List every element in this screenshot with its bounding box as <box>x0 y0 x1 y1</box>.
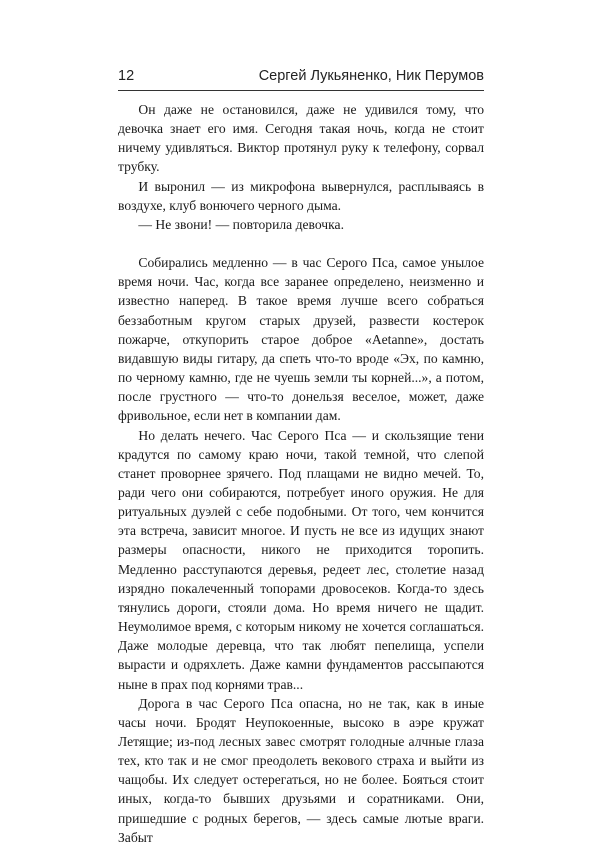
paragraph: Дорога в час Серого Пса опасна, но не так, как в иные часы ночи. Бродят Неупокоенные, высоко в аэре кружат Летящие; из-под лесных завес смотрят голодные алчные глаза тех, кто так и не смог преодолеть векового страха и выйти из чащобы. Их следует остерегаться, но не более. Бояться стоит иных, когда-то бывших друзьями и соратниками. Они, пришедшие с родных берегов, — здесь самые лютые враги. Забыт <box>118 695 484 845</box>
paragraph: — Не звони! — повторила девочка. <box>138 216 344 232</box>
paragraph: И выронил — из микрофона вывернулся, расплываясь в воздухе, клуб вонючего черного дыма. <box>118 178 484 213</box>
page-number: 12 <box>118 68 135 84</box>
page-header <box>118 66 484 86</box>
paragraph: Но делать нечего. Час Серого Пса — и скользящие тени крадутся по самому краю ночи, такой темной, что слепой станет проворнее зрячего. Под плащами не видно мечей. То, ради чего они собираются, потребует иного оружия. Не для ритуальных дуэлей с себе подобными. От того, чем кончится эта встреча, зависит многое. И пусть не все из идущих знают размеры опасности, никого не приходится торопить. Медленно расступаются деревья, редеет лес, столетие назад изрядно покалеченный топорами дровосеков. Когда-то здесь тянулись дороги, стояли дома. Но время ничего не щадит. Неумолимое время, с которым никому не хочется соглашаться. Даже молодые деревца, что так любят пепелища, успели вырасти и одряхлеть. Даже камни фундаментов рассыпаются ныне в прах под корнями трав... <box>118 427 484 692</box>
running-title: Сергей Лукьяненко, Ник Перумов <box>258 68 484 84</box>
header-rule <box>118 90 484 91</box>
page-body <box>118 100 484 847</box>
paragraph: Он даже не остановился, даже не удивился тому, что девочка знает его имя. Сегодня такая ночь, когда не стоит ничему удивляться. Виктор протянул руку к телефону, сорвал трубку. <box>118 102 484 175</box>
paragraph: Собирались медленно — в час Серого Пса, самое унылое время ночи. Час, когда все заранее определено, неизменно и известно наперед. В такое время лучше всего собраться беззаботным кругом старых друзей, развести костерок пожарче, откупорить старое доброе «Aetanne», достать видавшую виды гитару, да спеть что-то вроде «Эх, по камню, по черному камню, где не чуешь земли ты корней...», а потом, после грустного — что-то донельзя веселое, может, даже фривольное, если нет в компании дам. <box>118 255 484 424</box>
book-page <box>118 66 484 845</box>
